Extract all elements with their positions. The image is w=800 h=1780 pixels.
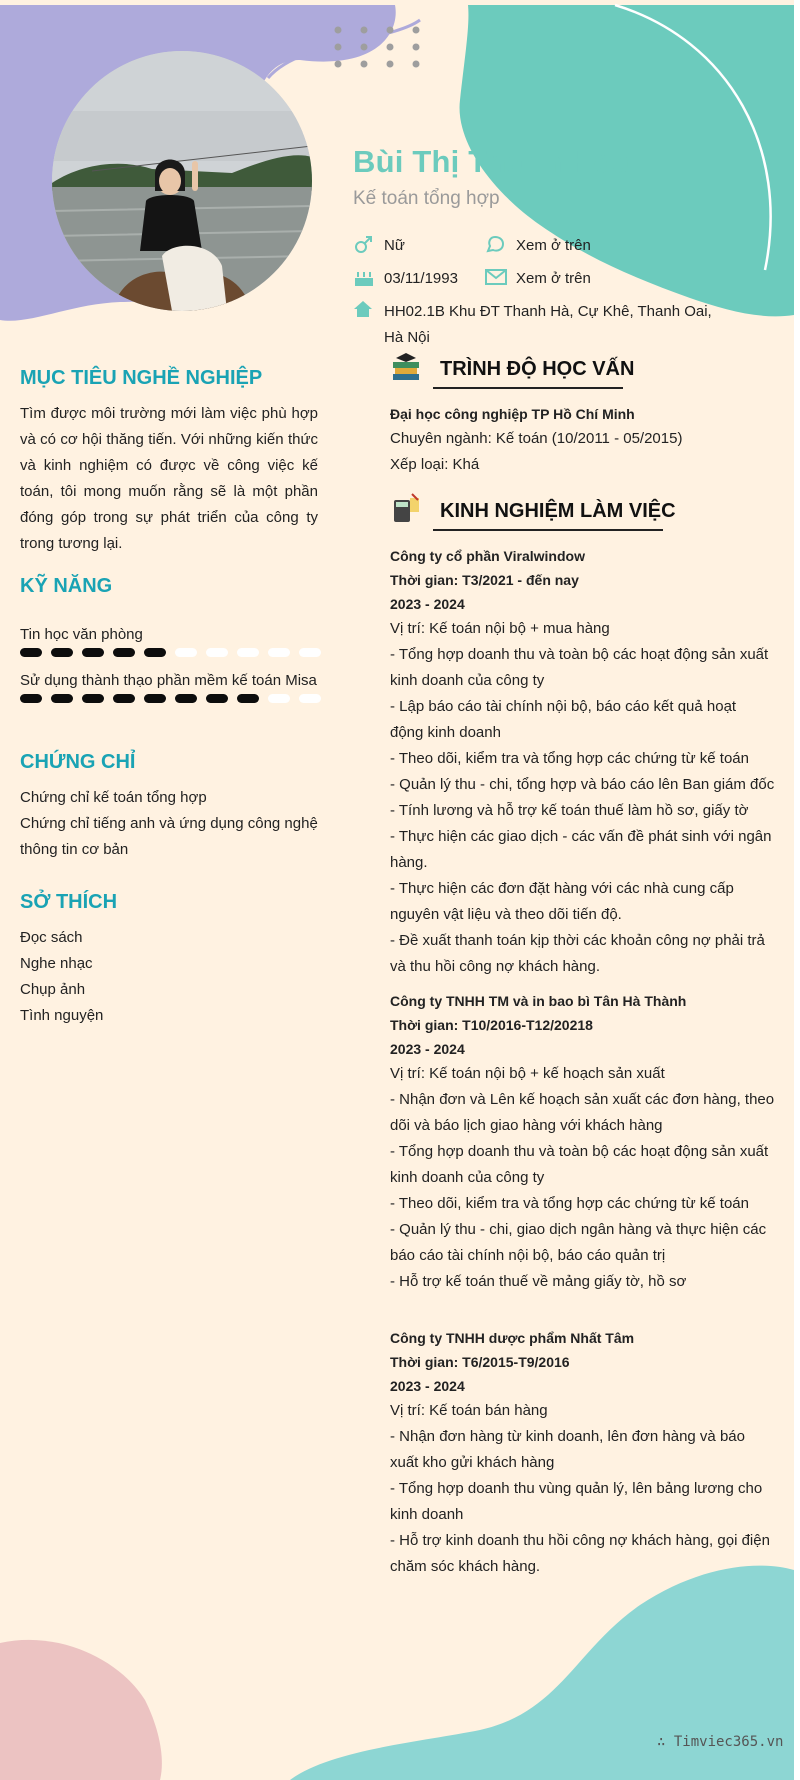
- job-title: Kế toán tổng hợp: [353, 188, 500, 209]
- skill-dash-filled: [51, 648, 73, 657]
- skill-dash-filled: [20, 648, 42, 657]
- experience-calculator-icon: [390, 492, 422, 524]
- hobby-item: Đọc sách: [20, 929, 83, 946]
- job-detail-line: - Lập báo cáo tài chính nội bộ, báo cáo kết quả hoạt: [390, 698, 737, 715]
- email-icon: [485, 268, 507, 286]
- job-detail-line: - Theo dõi, kiểm tra và tổng hợp các chứng từ kế toán: [390, 750, 749, 767]
- skill-dash-empty: [175, 648, 197, 657]
- skill-dash-empty: [268, 694, 290, 703]
- job-detail-line: Vị trí: Kế toán nội bộ + mua hàng: [390, 620, 610, 637]
- job-detail-line: chăm sóc khách hàng.: [390, 1558, 541, 1575]
- job-company: Công ty cổ phần Viralwindow: [390, 548, 585, 564]
- experience-underline: [433, 529, 663, 531]
- job-years: 2023 - 2024: [390, 1378, 465, 1394]
- job-company: Công ty TNHH TM và in bao bì Tân Hà Thành: [390, 993, 687, 1009]
- job-years: 2023 - 2024: [390, 1041, 465, 1057]
- email-value: Xem ở trên: [516, 270, 591, 287]
- certificate-line-3: thông tin cơ bản: [20, 841, 129, 858]
- job-detail-line: - Hỗ trợ kinh doanh thu hồi công nợ khách hàng, gọi điện: [390, 1532, 770, 1549]
- skill-dash-filled: [82, 648, 104, 657]
- job-detail-line: Vị trí: Kế toán bán hàng: [390, 1402, 548, 1419]
- watermark: ∴ Timviec365.vn: [657, 1734, 784, 1750]
- job-detail-line: kinh doanh: [390, 1506, 464, 1523]
- job-detail-line: kinh doanh của công ty: [390, 672, 545, 689]
- job-company: Công ty TNHH dược phẩm Nhất Tâm: [390, 1330, 635, 1346]
- skill-dash-filled: [113, 694, 135, 703]
- hobby-item: Chụp ảnh: [20, 981, 86, 998]
- skill-dash-empty: [206, 648, 228, 657]
- job-detail-line: báo cáo tài chính nội bộ, báo cáo quản trị: [390, 1247, 666, 1264]
- education-heading: TRÌNH ĐỘ HỌC VẤN: [440, 358, 635, 380]
- job-detail-line: - Thực hiện các đơn đặt hàng với các nhà cung cấp: [390, 880, 734, 897]
- job-detail-line: - Quản lý thu - chi, giao dịch ngân hàng và thực hiện các: [390, 1221, 767, 1238]
- photo-illustration: [52, 51, 312, 311]
- skill-dash-filled: [237, 694, 259, 703]
- hobby-item: Tình nguyện: [20, 1007, 104, 1024]
- skill-dash-filled: [82, 694, 104, 703]
- skill-dash-empty: [237, 648, 259, 657]
- experience-heading: KINH NGHIỆM LÀM VIỆC: [440, 500, 676, 522]
- phone-value: Xem ở trên: [516, 237, 591, 254]
- skill-dash-filled: [144, 648, 166, 657]
- job-detail-line: - Tổng hợp doanh thu vùng quản lý, lên bảng lương cho: [390, 1480, 763, 1497]
- job-years: 2023 - 2024: [390, 596, 465, 612]
- skill-dash-filled: [20, 694, 42, 703]
- address-line-2: Hà Nội: [384, 329, 430, 346]
- job-detail-line: - Nhận đơn và Lên kế hoạch sản xuất các đơn hàng, theo: [390, 1091, 775, 1108]
- skills-heading: KỸ NĂNG: [20, 575, 113, 597]
- job-detail-line: hàng.: [390, 854, 428, 871]
- job-time: Thời gian: T3/2021 - đến nay: [390, 572, 579, 588]
- gender-icon: [353, 235, 373, 255]
- job-time: Thời gian: T6/2015-T9/2016: [390, 1354, 570, 1370]
- job-detail-line: nguyên vật liệu và theo dõi tiến độ.: [390, 906, 622, 923]
- home-icon: [353, 300, 373, 318]
- job-detail-line: - Thực hiện các giao dịch - các vấn đề phát sinh với ngân: [390, 828, 772, 845]
- skill-dash-filled: [113, 648, 135, 657]
- education-books-icon: [390, 350, 422, 382]
- job-detail-line: - Theo dõi, kiểm tra và tổng hợp các chứng từ kế toán: [390, 1195, 749, 1212]
- birthday-value: 03/11/1993: [384, 270, 458, 287]
- pink-blob: [0, 1640, 162, 1780]
- job-detail-line: - Nhận đơn hàng từ kinh doanh, lên đơn hàng và báo: [390, 1428, 745, 1445]
- job-detail-line: xuất kho gửi khách hàng: [390, 1454, 555, 1471]
- objective-heading: MỤC TIÊU NGHỀ NGHIỆP: [20, 367, 263, 389]
- job-time: Thời gian: T10/2016-T12/20218: [390, 1017, 593, 1033]
- education-underline: [433, 387, 623, 389]
- skill-label-2: Sử dụng thành thạo phần mềm kế toán Misa: [20, 672, 317, 689]
- phone-icon: [485, 234, 505, 254]
- school-name: Đại học công nghiệp TP Hồ Chí Minh: [390, 406, 635, 422]
- skill-dash-empty: [299, 648, 321, 657]
- skill-dash-filled: [206, 694, 228, 703]
- address-line-1: HH02.1B Khu ĐT Thanh Hà, Cự Khê, Thanh Oai,: [384, 303, 712, 320]
- education-major: Chuyên ngành: Kế toán (10/2011 - 05/2015): [390, 430, 683, 447]
- objective-text: Tìm được môi trường mới làm việc phù hợp và có cơ hội thăng tiến. Với những kiến thức và kinh nghiệm có được về công việc kế toán, tôi mong muốn rằng sẽ là một phần đóng góp trong sự phát triển của công ty trong tương lại.: [20, 405, 318, 552]
- job-detail-line: dõi và báo lịch giao hàng với khách hàng: [390, 1117, 663, 1134]
- job-detail-line: và thu hồi công nợ khách hàng.: [390, 958, 600, 975]
- gender-value: Nữ: [384, 237, 405, 254]
- profile-photo: [52, 51, 312, 311]
- job-detail-line: - Hỗ trợ kế toán thuế về mảng giấy tờ, hồ sơ: [390, 1273, 687, 1290]
- skill-dash-filled: [51, 694, 73, 703]
- skill-bar-1: [20, 648, 320, 658]
- birthday-icon: [353, 268, 375, 288]
- hobbies-heading: SỞ THÍCH: [20, 891, 118, 913]
- job-detail-line: - Tổng hợp doanh thu và toàn bộ các hoạt động sản xuất: [390, 646, 769, 663]
- job-detail-line: - Tổng hợp doanh thu và toàn bộ các hoạt động sản xuất: [390, 1143, 769, 1160]
- skill-label-1: Tin học văn phòng: [20, 626, 143, 643]
- candidate-name: Bùi Thị Thanh Hoa: [353, 144, 631, 179]
- job-detail-line: kinh doanh của công ty: [390, 1169, 545, 1186]
- skill-dash-empty: [268, 648, 290, 657]
- certificate-line-2: Chứng chỉ tiếng anh và ứng dụng công nghệ: [20, 815, 318, 832]
- education-grade: Xếp loại: Khá: [390, 456, 480, 473]
- skill-dash-filled: [144, 694, 166, 703]
- skill-bar-2: [20, 694, 320, 704]
- job-detail-line: - Đề xuất thanh toán kịp thời các khoản công nợ phải trả: [390, 932, 765, 949]
- certificates-heading: CHỨNG CHỈ: [20, 751, 136, 773]
- job-detail-line: - Quản lý thu - chi, tổng hợp và báo cáo lên Ban giám đốc: [390, 776, 775, 793]
- hobby-item: Nghe nhạc: [20, 955, 93, 972]
- job-detail-line: động kinh doanh: [390, 724, 501, 741]
- job-detail-line: - Tính lương và hỗ trợ kế toán thuế làm hồ sơ, giấy tờ: [390, 802, 749, 819]
- job-detail-line: Vị trí: Kế toán nội bộ + kế hoạch sản xuất: [390, 1065, 665, 1082]
- skill-dash-empty: [299, 694, 321, 703]
- certificate-line-1: Chứng chỉ kế toán tổng hợp: [20, 789, 207, 806]
- skill-dash-filled: [175, 694, 197, 703]
